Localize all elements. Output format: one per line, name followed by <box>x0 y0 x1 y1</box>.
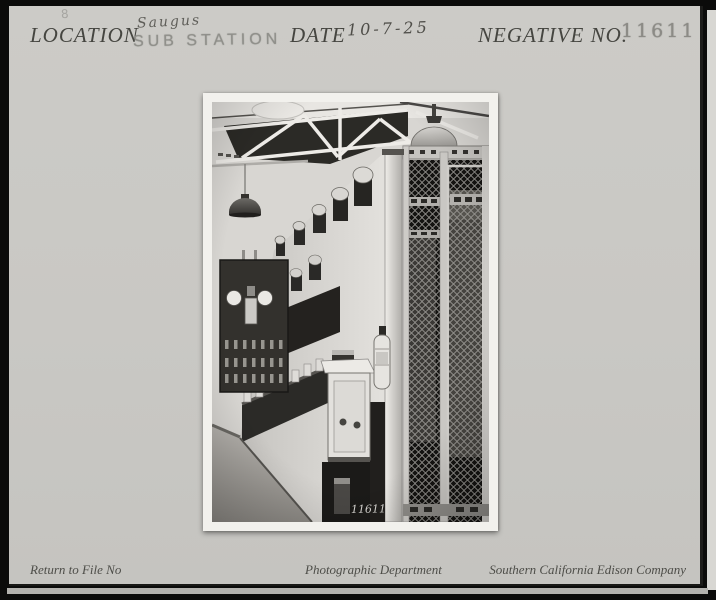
location-stamped-value: SUB STATION <box>132 30 282 51</box>
photograph-illustration <box>212 102 489 522</box>
date-handwritten-value: 10-7-25 <box>346 17 431 40</box>
scan-edge-right <box>707 10 716 590</box>
negative-no-value: 11611 <box>621 20 697 42</box>
footer-return-to-file: Return to File No <box>30 562 122 577</box>
date-label: DATE <box>290 23 346 47</box>
mounted-photograph <box>203 93 498 531</box>
footer-photographic-department: Photographic Department <box>305 562 442 577</box>
scan-edge-bottom <box>7 588 708 594</box>
footer-company-name: Southern California Edison Company <box>489 562 686 577</box>
pencil-mark: 8 <box>60 6 70 22</box>
negative-no-label: NEGATIVE NO. <box>478 23 629 47</box>
location-handwritten-value: Saugus <box>136 12 202 32</box>
location-label: LOCATION <box>30 23 139 47</box>
mount-card <box>9 6 703 586</box>
